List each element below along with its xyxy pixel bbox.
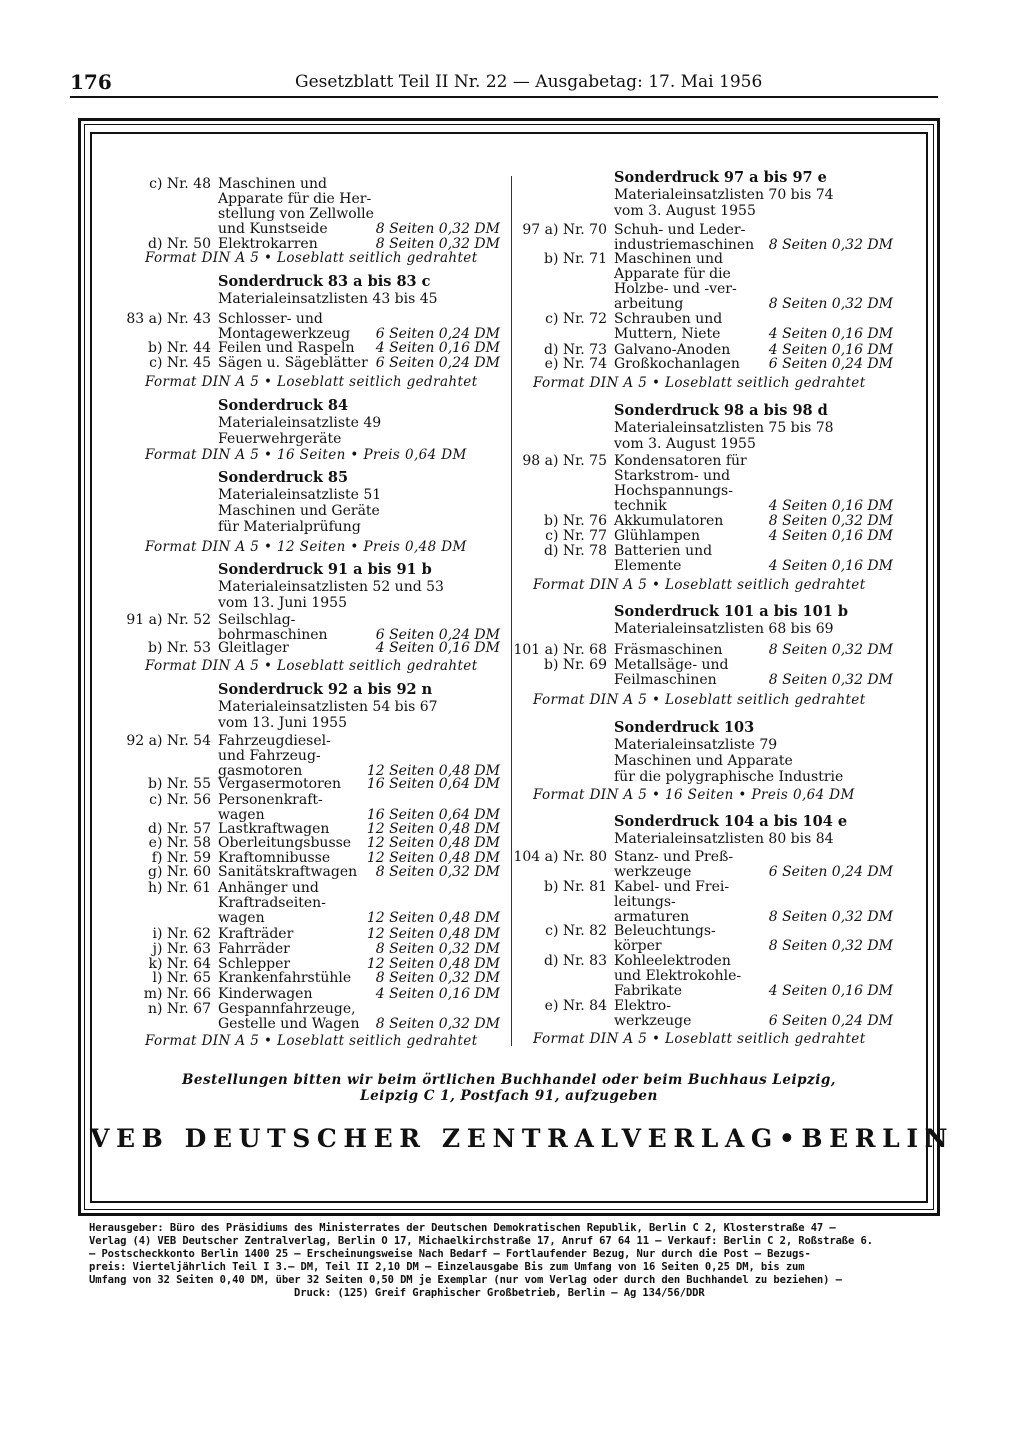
- entry-title-line: Metallsäge- und: [614, 657, 729, 673]
- entry-label: f) Nr. 59: [151, 850, 211, 866]
- section-heading: Sonderdruck 91 a bis 91 b: [218, 561, 432, 578]
- entry-price: 12 Seiten 0,48 DM: [366, 763, 500, 779]
- entry-label: 91 a) Nr. 52: [126, 612, 211, 628]
- entry-price: 12 Seiten 0,48 DM: [366, 835, 500, 851]
- entry-price: 8 Seiten 0,32 DM: [768, 642, 893, 658]
- entry-title-line: Personenkraft-: [218, 792, 323, 808]
- section-subtitle: Feuerwehrgeräte: [218, 431, 342, 447]
- section-heading: Sonderdruck 97 a bis 97 e: [614, 169, 827, 186]
- section-heading: Sonderdruck 103: [614, 719, 755, 736]
- entry-label: l) Nr. 65: [152, 970, 211, 986]
- entry-title-line: Maschinen und: [218, 176, 327, 192]
- entry-price: 4 Seiten 0,16 DM: [768, 528, 893, 544]
- section-subtitle: Materialeinsatzlisten 43 bis 45: [218, 291, 438, 307]
- format-note: Format DIN A 5 • Loseblatt seitlich gedrahtet: [145, 250, 478, 266]
- footer-line: Herausgeber: Büro des Präsidiums des Ministerrates der Deutschen Demokratischen Republik, Berlin C 2, Klosterstraße 47 —: [89, 1222, 836, 1234]
- entry-price: 6 Seiten 0,24 DM: [375, 627, 500, 643]
- entry-title-line: Gespannfahrzeuge,: [218, 1001, 356, 1017]
- section-heading: Sonderdruck 104 a bis 104 e: [614, 813, 848, 830]
- entry-label: 92 a) Nr. 54: [126, 733, 211, 749]
- entry-label: b) Nr. 44: [148, 340, 211, 356]
- section-subtitle: vom 13. Juni 1955: [218, 595, 347, 611]
- entry-title-line: Muttern, Niete: [614, 326, 721, 342]
- entry-label: b) Nr. 81: [544, 879, 607, 895]
- entry-label: 97 a) Nr. 70: [522, 222, 607, 238]
- order-note-line-2: Leipzig C 1, Postfach 91, aufzugeben: [360, 1088, 658, 1104]
- footer-line: — Postscheckkonto Berlin 1400 25 — Erscheinungsweise Nach Bedarf — Fortlaufender Bezug, Nur durch die Post — Bezugs-: [89, 1248, 811, 1260]
- entry-label: d) Nr. 83: [544, 953, 607, 969]
- entry-label: e) Nr. 58: [148, 835, 211, 851]
- entry-title-line: Maschinen und: [614, 251, 723, 267]
- entry-title-line: Krafträder: [218, 926, 294, 942]
- entry-title-line: Kabel- und Frei-: [614, 879, 730, 895]
- section-heading: Sonderdruck 85: [218, 469, 349, 486]
- entry-price: 8 Seiten 0,32 DM: [375, 221, 500, 237]
- entry-price: 6 Seiten 0,24 DM: [375, 326, 500, 342]
- entry-label: k) Nr. 64: [148, 956, 211, 972]
- entry-price: 4 Seiten 0,16 DM: [768, 342, 893, 358]
- entry-title-line: Schrauben und: [614, 311, 723, 327]
- footer-line: preis: Vierteljährlich Teil I 3.— DM, Teil II 2,10 DM — Einzelausgabe Bis zum Umfang von 16 Seiten 0,25 DM, bis zum: [89, 1261, 805, 1273]
- entry-price: 4 Seiten 0,16 DM: [768, 326, 893, 342]
- section-subtitle: Materialeinsatzlisten 54 bis 67: [218, 699, 438, 715]
- entry-label: m) Nr. 66: [143, 986, 211, 1002]
- format-note: Format DIN A 5 • Loseblatt seitlich gedrahtet: [533, 577, 866, 593]
- footer-line: Druck: (125) Greif Graphischer Großbetrieb, Berlin — Ag 134/56/DDR: [294, 1287, 705, 1299]
- entry-price: 6 Seiten 0,24 DM: [768, 1013, 893, 1029]
- footer-line: Umfang von 32 Seiten 0,40 DM, über 32 Seiten 0,50 DM je Exemplar (nur vom Verlag oder durch den Buchhandel zu beziehen) —: [89, 1274, 842, 1286]
- entry-label: 83 a) Nr. 43: [126, 311, 211, 327]
- entry-title-line: industriemaschinen: [614, 237, 755, 253]
- entry-price: 4 Seiten 0,16 DM: [375, 640, 500, 656]
- entry-label: 101 a) Nr. 68: [513, 642, 607, 658]
- entry-title-line: Sanitätskraftwagen: [218, 864, 358, 880]
- header-rule: [70, 96, 938, 98]
- entry-title-line: Lastkraftwagen: [218, 821, 330, 837]
- entry-price: 4 Seiten 0,16 DM: [375, 986, 500, 1002]
- entry-title-line: Elektro-: [614, 998, 671, 1014]
- section-subtitle: Materialeinsatzlisten 75 bis 78: [614, 420, 834, 436]
- entry-title-line: Großkochanlagen: [614, 356, 740, 372]
- format-note: Format DIN A 5 • Loseblatt seitlich gedrahtet: [145, 658, 478, 674]
- entry-price: 6 Seiten 0,24 DM: [768, 356, 893, 372]
- section-heading: Sonderdruck 98 a bis 98 d: [614, 402, 828, 419]
- section-subtitle: für Materialprüfung: [218, 519, 361, 535]
- entry-price: 12 Seiten 0,48 DM: [366, 821, 500, 837]
- section-subtitle: Materialeinsatzliste 79: [614, 737, 778, 753]
- entry-title-line: und Elektrokohle-: [614, 968, 742, 984]
- entry-label: d) Nr. 78: [544, 543, 607, 559]
- entry-price: 8 Seiten 0,32 DM: [768, 909, 893, 925]
- entry-title-line: Schuh- und Leder-: [614, 222, 746, 238]
- entry-price: 12 Seiten 0,48 DM: [366, 850, 500, 866]
- order-note-line-1: Bestellungen bitten wir beim örtlichen Buchhandel oder beim Buchhaus Leipzig,: [182, 1072, 836, 1088]
- entry-price: 8 Seiten 0,32 DM: [768, 672, 893, 688]
- entry-title-line: Gleitlager: [218, 640, 289, 656]
- entry-title-line: Kohleelektroden: [614, 953, 731, 969]
- entry-title-line: Beleuchtungs-: [614, 923, 716, 939]
- format-note: Format DIN A 5 • Loseblatt seitlich gedrahtet: [145, 1033, 478, 1049]
- page-header: [70, 70, 936, 96]
- entry-title-line: Schlosser- und: [218, 311, 323, 327]
- section-subtitle: Maschinen und Geräte: [218, 503, 380, 519]
- entry-label: b) Nr. 53: [148, 640, 211, 656]
- entry-title-line: Elektrokarren: [218, 236, 318, 252]
- footer-line: Verlag (4) VEB Deutscher Zentralverlag, Berlin O 17, Michaelkirchstraße 17, Anruf 67 64 11 — Verkauf: Berlin C 2, Roßstraße 6.: [89, 1235, 873, 1247]
- section-subtitle: für die polygraphische Industrie: [614, 769, 844, 785]
- section-subtitle: Materialeinsatzliste 49: [218, 415, 382, 431]
- entry-label: 98 a) Nr. 75: [522, 453, 607, 469]
- entry-label: b) Nr. 69: [544, 657, 607, 673]
- section-subtitle: vom 13. Juni 1955: [218, 715, 347, 731]
- entry-label: b) Nr. 71: [544, 251, 607, 267]
- entry-title-line: Fabrikate: [614, 983, 682, 999]
- entry-label: h) Nr. 61: [147, 880, 211, 896]
- section-subtitle: Materialeinsatzlisten 68 bis 69: [614, 621, 834, 637]
- section-subtitle: Materialeinsatzliste 51: [218, 487, 382, 503]
- entry-title-line: Starkstrom- und: [614, 468, 731, 484]
- publisher-name: VEB DEUTSCHER ZENTRALVERLAG•BERLIN: [90, 1124, 955, 1153]
- entry-title-line: Elemente: [614, 558, 682, 574]
- entry-price: 4 Seiten 0,16 DM: [768, 558, 893, 574]
- entry-price: 12 Seiten 0,48 DM: [366, 926, 500, 942]
- entry-label: b) Nr. 76: [544, 513, 607, 529]
- entry-title-line: Seilschlag-: [218, 612, 296, 628]
- entry-price: 16 Seiten 0,64 DM: [366, 776, 500, 792]
- entry-title-line: Kraftradseiten-: [218, 895, 326, 911]
- entry-label: c) Nr. 72: [545, 311, 607, 327]
- entry-label: j) Nr. 63: [152, 941, 211, 957]
- entry-title-line: Vergasermotoren: [218, 776, 342, 792]
- entry-label: d) Nr. 73: [544, 342, 607, 358]
- entry-label: e) Nr. 84: [544, 998, 607, 1014]
- entry-title-line: werkzeuge: [614, 1013, 692, 1029]
- entry-label: c) Nr. 56: [149, 792, 211, 808]
- entry-title-line: Apparate für die: [614, 266, 731, 282]
- entry-title-line: Fahrräder: [218, 941, 290, 957]
- entry-label: 104 a) Nr. 80: [513, 849, 607, 865]
- format-note: Format DIN A 5 • 12 Seiten • Preis 0,48 DM: [145, 539, 467, 555]
- entry-title-line: Apparate für die Her-: [218, 191, 372, 207]
- entry-title-line: Feilmaschinen: [614, 672, 717, 688]
- entry-title-line: arbeitung: [614, 296, 684, 312]
- entry-title-line: Kraftomnibusse: [218, 850, 331, 866]
- entry-title-line: technik: [614, 498, 667, 514]
- section-heading: Sonderdruck 83 a bis 83 c: [218, 273, 431, 290]
- entry-price: 12 Seiten 0,48 DM: [366, 956, 500, 972]
- entry-title-line: gasmotoren: [218, 763, 303, 779]
- entry-title-line: wagen: [218, 807, 265, 823]
- entry-label: e) Nr. 74: [544, 356, 607, 372]
- entry-price: 8 Seiten 0,32 DM: [375, 236, 500, 252]
- entry-title-line: wagen: [218, 910, 265, 926]
- entry-label: g) Nr. 60: [148, 864, 211, 880]
- section-subtitle: Materialeinsatzlisten 52 und 53: [218, 579, 444, 595]
- entry-price: 6 Seiten 0,24 DM: [375, 355, 500, 371]
- section-heading: Sonderdruck 84: [218, 397, 349, 414]
- entry-label: c) Nr. 45: [149, 355, 211, 371]
- entry-price: 8 Seiten 0,32 DM: [768, 296, 893, 312]
- entry-title-line: leitungs-: [614, 894, 676, 910]
- entry-title-line: körper: [614, 938, 662, 954]
- section-heading: Sonderdruck 92 a bis 92 n: [218, 681, 433, 698]
- entry-title-line: Anhänger und: [218, 880, 319, 896]
- section-subtitle: vom 3. August 1955: [614, 436, 756, 452]
- entry-title-line: bohrmaschinen: [218, 627, 328, 643]
- entry-label: d) Nr. 50: [148, 236, 211, 252]
- section-heading: Sonderdruck 101 a bis 101 b: [614, 603, 849, 620]
- entry-title-line: Sägen u. Sägeblätter: [218, 355, 368, 371]
- entry-label: c) Nr. 48: [149, 176, 211, 192]
- entry-price: 8 Seiten 0,32 DM: [375, 864, 500, 880]
- entry-price: 4 Seiten 0,16 DM: [768, 983, 893, 999]
- entry-title-line: Feilen und Raspeln: [218, 340, 355, 356]
- entry-title-line: Gestelle und Wagen: [218, 1016, 360, 1032]
- header-title: Gesetzblatt Teil II Nr. 22 — Ausgabetag: 17. Mai 1956: [295, 72, 763, 92]
- section-subtitle: vom 3. August 1955: [614, 203, 756, 219]
- entry-price: 6 Seiten 0,24 DM: [768, 864, 893, 880]
- entry-title-line: Batterien und: [614, 543, 713, 559]
- entry-price: 8 Seiten 0,32 DM: [375, 941, 500, 957]
- format-note: Format DIN A 5 • 16 Seiten • Preis 0,64 DM: [145, 447, 467, 463]
- entry-label: b) Nr. 55: [148, 776, 211, 792]
- entry-price: 8 Seiten 0,32 DM: [375, 970, 500, 986]
- entry-price: 8 Seiten 0,32 DM: [768, 513, 893, 529]
- entry-title-line: Hochspannungs-: [614, 483, 733, 499]
- entry-title-line: stellung von Zellwolle: [218, 206, 374, 222]
- entry-title-line: Galvano-Anoden: [614, 342, 731, 358]
- entry-title-line: Kinderwagen: [218, 986, 313, 1002]
- entry-label: c) Nr. 77: [545, 528, 607, 544]
- format-note: Format DIN A 5 • Loseblatt seitlich gedrahtet: [145, 374, 478, 390]
- entry-title-line: Krankenfahrstühle: [218, 970, 352, 986]
- format-note: Format DIN A 5 • Loseblatt seitlich gedrahtet: [533, 375, 866, 391]
- entry-title-line: Holzbe- und -ver-: [614, 281, 737, 297]
- entry-title-line: Akkumulatoren: [614, 513, 724, 529]
- format-note: Format DIN A 5 • Loseblatt seitlich gedrahtet: [533, 692, 866, 708]
- entry-title-line: Schlepper: [218, 956, 291, 972]
- entry-title-line: Glühlampen: [614, 528, 701, 544]
- format-note: Format DIN A 5 • 16 Seiten • Preis 0,64 DM: [533, 787, 855, 803]
- section-subtitle: Materialeinsatzlisten 70 bis 74: [614, 187, 834, 203]
- section-subtitle: Materialeinsatzlisten 80 bis 84: [614, 831, 834, 847]
- entry-price: 8 Seiten 0,32 DM: [375, 1016, 500, 1032]
- entry-title-line: werkzeuge: [614, 864, 692, 880]
- entry-price: 16 Seiten 0,64 DM: [366, 807, 500, 823]
- entry-price: 12 Seiten 0,48 DM: [366, 910, 500, 926]
- entry-label: i) Nr. 62: [152, 926, 211, 942]
- entry-title-line: Fräsmaschinen: [614, 642, 723, 658]
- entry-title-line: Kondensatoren für: [614, 453, 747, 469]
- entry-title-line: Stanz- und Preß-: [614, 849, 734, 865]
- entry-title-line: Oberleitungsbusse: [218, 835, 352, 851]
- entry-title-line: und Kunstseide: [218, 221, 328, 237]
- entry-price: 4 Seiten 0,16 DM: [375, 340, 500, 356]
- entry-title-line: armaturen: [614, 909, 690, 925]
- format-note: Format DIN A 5 • Loseblatt seitlich gedrahtet: [533, 1031, 866, 1047]
- entry-price: 8 Seiten 0,32 DM: [768, 938, 893, 954]
- section-subtitle: Maschinen und Apparate: [614, 753, 793, 769]
- entry-title-line: Montagewerkzeug: [218, 326, 351, 342]
- page-number: 176: [70, 70, 112, 94]
- entry-label: d) Nr. 57: [148, 821, 211, 837]
- entry-price: 8 Seiten 0,32 DM: [768, 237, 893, 253]
- entry-title-line: Fahrzeugdiesel-: [218, 733, 331, 749]
- entry-title-line: und Fahrzeug-: [218, 748, 321, 764]
- entry-label: c) Nr. 82: [545, 923, 607, 939]
- column-divider: [511, 176, 512, 1046]
- entry-label: n) Nr. 67: [147, 1001, 211, 1017]
- entry-price: 4 Seiten 0,16 DM: [768, 498, 893, 514]
